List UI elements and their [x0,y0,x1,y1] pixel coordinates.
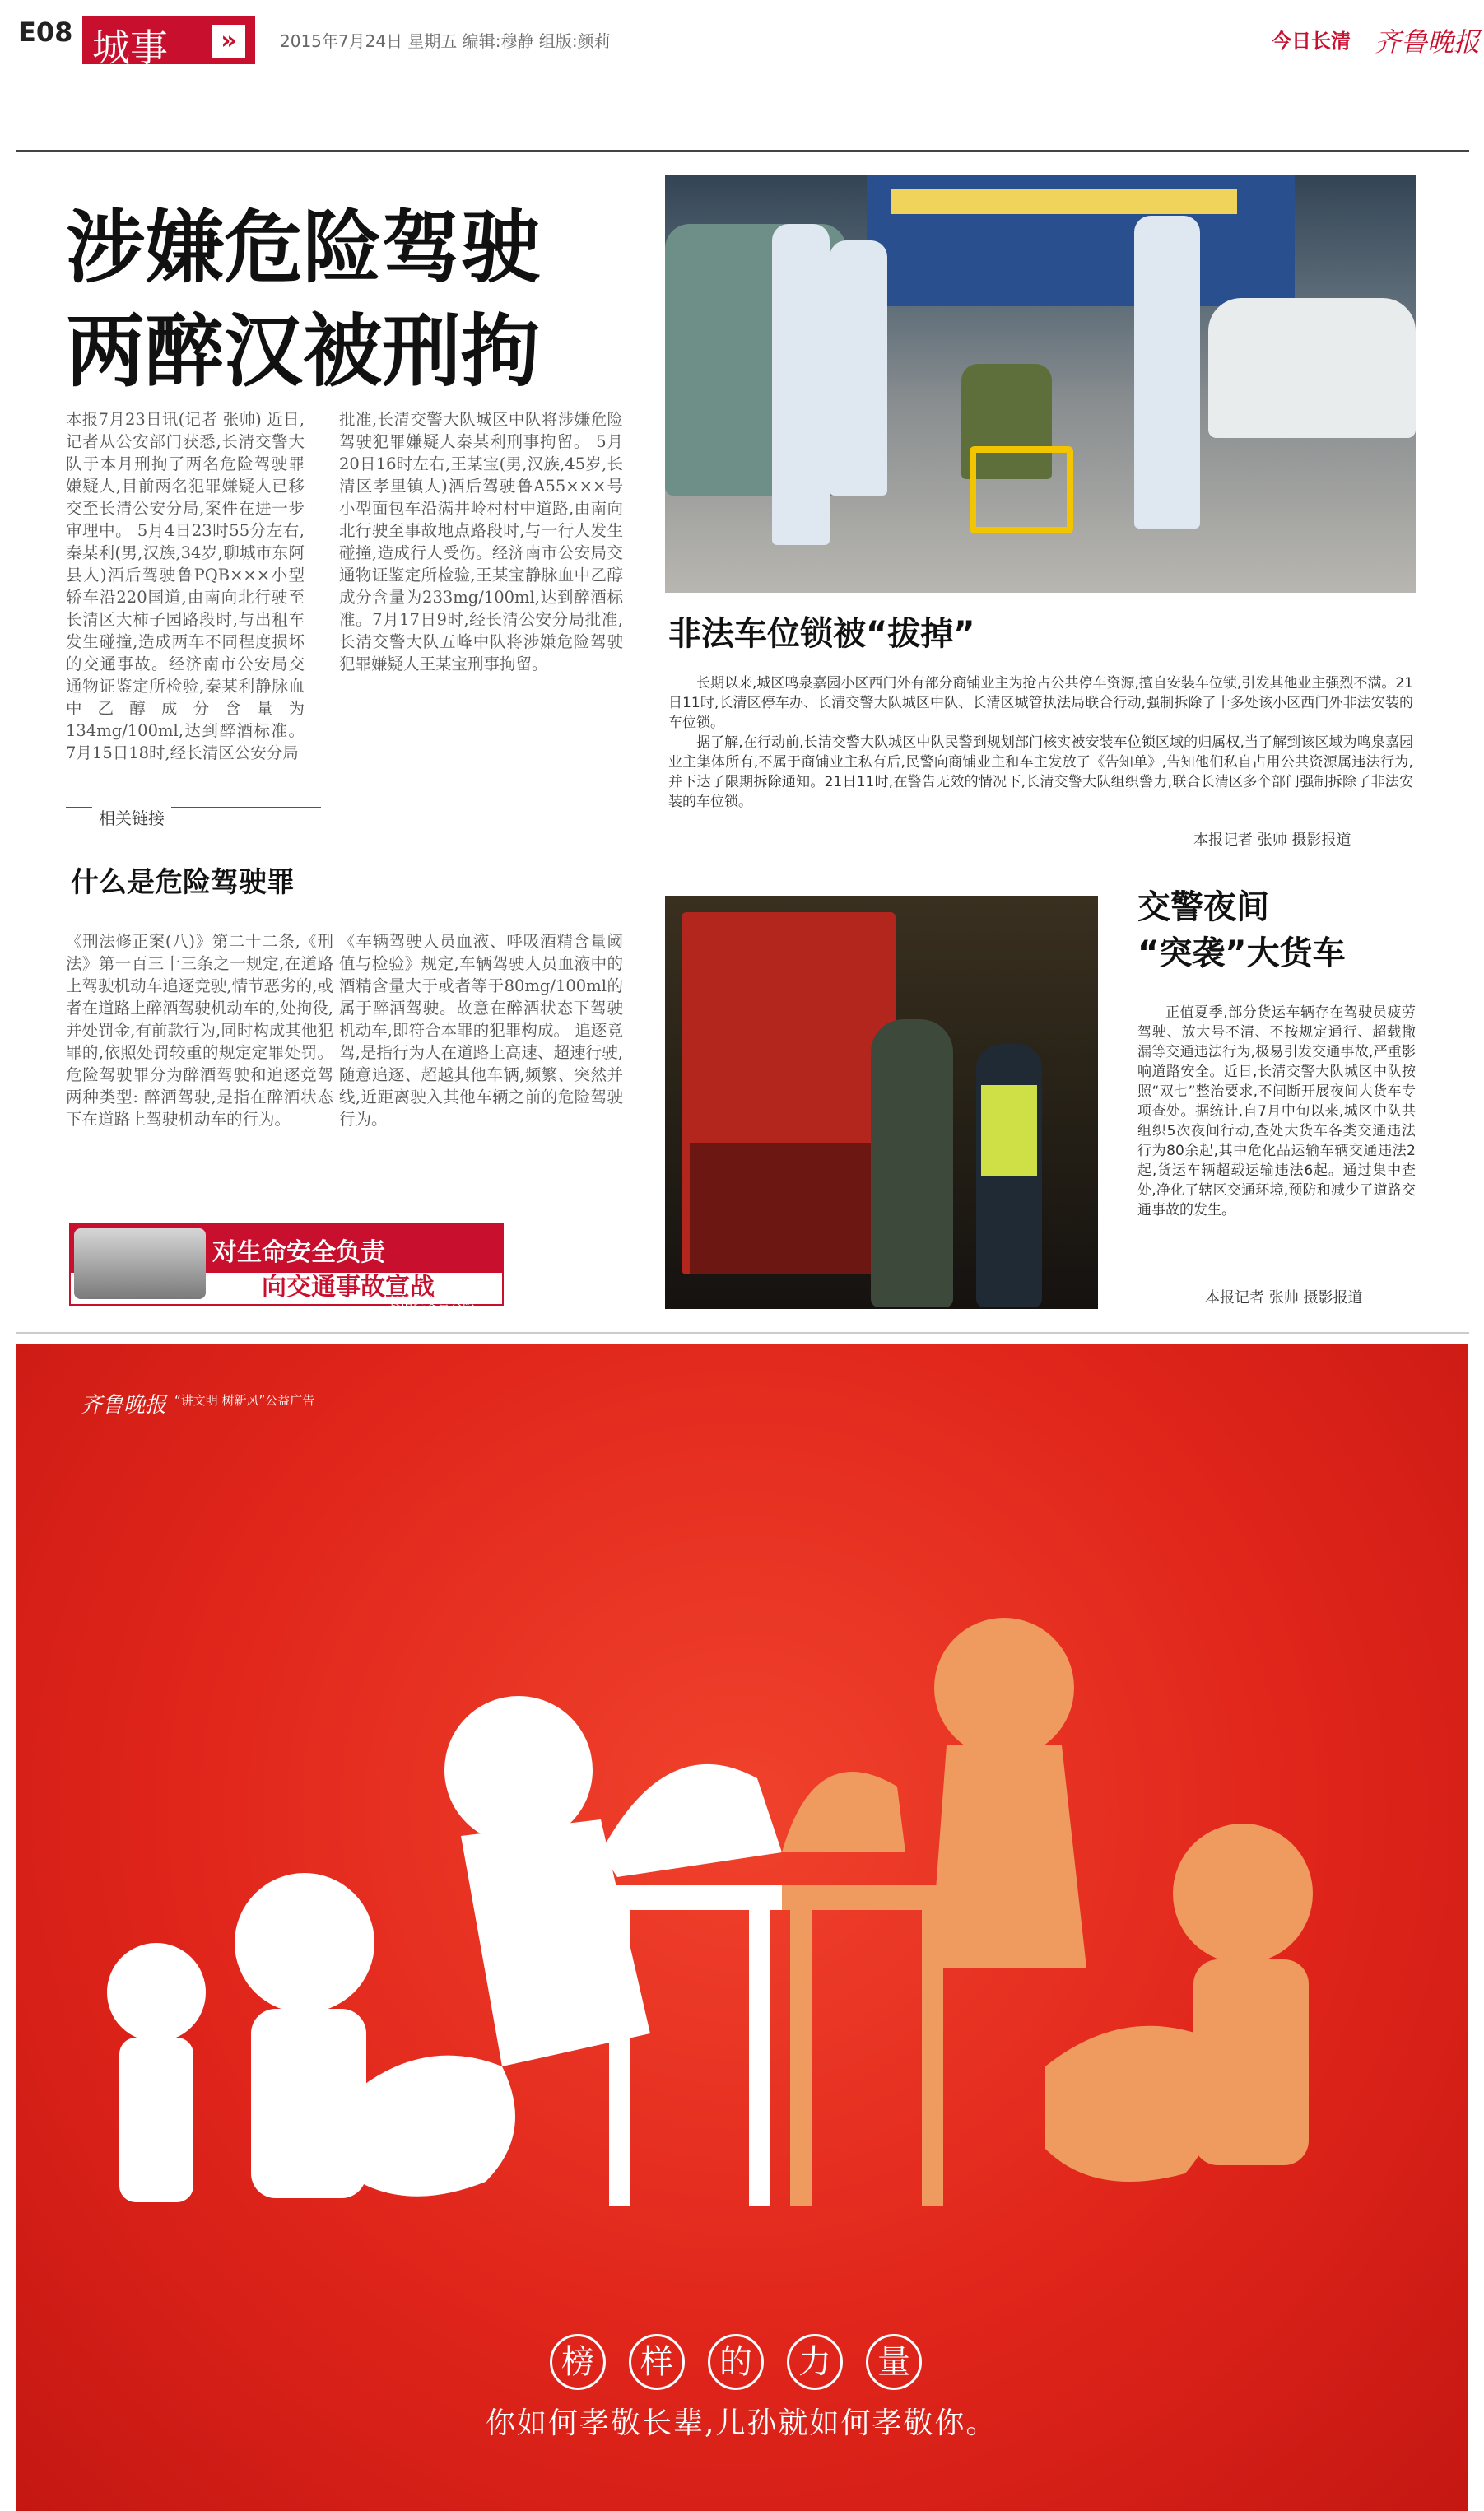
chevron-right-icon: » [212,25,245,58]
newspaper-logo: 齐鲁晚报 [1375,26,1481,58]
parked-car [1208,298,1416,438]
issue-info: 2015年7月24日 星期五 编辑:穆静 组版:颜莉 [280,31,611,51]
ad-title-char: 力 [787,2334,843,2390]
store-sign [891,189,1237,214]
ad-slogan: 你如何孝敬长辈,儿孙就如何孝敬你。 [486,2406,998,2440]
night-truck-photo [665,896,1098,1309]
story3-body: 正值夏季,部分货运车辆存在驾驶员疲劳驾驶、放大号不清、不按规定通行、超载撒漏等交通违法行为,极易引发交通事故,严重影响道路安全。近日,长清交警大队城区中队按照“双七”整治要求,不间断开展夜间大货车专项查处。据统计,自7月中旬以来,城区中队共组织5次夜间行动,查处大货车各类交通违法行为80余起,其中危化品运输车辆交通违法2起,货运车辆超载运输违法6起。通过集中查处,净化了辖区交通环境,预防和减少了道路交通事故的发生。 [1137,1004,1416,1218]
story3-headline-line1: 交警夜间 [1137,888,1269,926]
officer-figure [772,224,830,545]
main-headline-line1: 涉嫌危险驾驶 [66,202,540,294]
edition-name: 今日长清 [1272,30,1351,53]
officer-figure [830,240,887,496]
related-column-1: 《刑法修正案(八)》第二十二条,《刑法》第一百三十三条之一规定,在道路上驾驶机动车追逐竞驶,情节恶劣的,或者在道路上醉酒驾驶机动车的,处拘役,并处罚金,有前款行为,同时构成其他犯罪的,依照处罚较重的规定定罪处罚。 危险驾驶罪分为醉酒驾驶和追逐竞驾两种类型: 醉酒驾驶,是指在醉酒状态下在道路上驾驶机动车的行为。 [66,932,333,1129]
section-label: 城事 [92,26,168,70]
reflective-vest [981,1085,1037,1176]
ad-title-char: 样 [629,2334,685,2390]
story2-paragraph-1: 长期以来,城区鸣泉嘉园小区西门外有部分商铺业主为抢占公共停车资源,擅自安装车位锁,引发其他业主强烈不满。21日11时,长清区停车办、长清交警大队城区中队、长清区城管执法局联合行动,强制拆除了十多处该小区西门外非法安装的车位锁。 [668,675,1413,731]
story3-byline: 本报记者 张帅 摄影报道 [1205,1289,1363,1307]
main-headline [66,196,609,403]
paper-cut-orange-family [782,1618,1313,2206]
related-link-label: 相关链接 [92,805,171,829]
ad-newspaper-logo: 齐鲁晚报 [81,1393,167,1418]
driver-figure [871,1019,953,1307]
officer-figure [1134,216,1200,529]
story2-body [668,673,1413,812]
ad-title-char: 量 [866,2334,922,2390]
banner-org: 长清区交警大队 [388,1294,476,1309]
story3-headline-line2: “突袭”大货车 [1137,934,1346,972]
crashed-car-image [74,1228,206,1299]
paper-cut-white-family [107,1696,782,2206]
ad-title-char: 榜 [550,2334,606,2390]
ad-title [550,2334,937,2382]
paper-cut-illustration [74,1605,1407,2264]
story2-byline: 本报记者 张帅 摄影报道 [1193,832,1351,849]
story2-headline: 非法车位锁被“拔掉” [668,615,975,653]
ad-campaign-tag: “讲文明 树新风”公益广告 [174,1393,315,1408]
page-number: E08 [18,16,73,48]
header-divider [16,150,1469,152]
main-headline-line2: 两醉汉被刑拘 [66,305,540,398]
main-story-column-2: 批准,长清交警大队城区中队将涉嫌危险驾驶犯罪嫌疑人秦某利刑事拘留。 5月20日16时左右,王某宝(男,汉族,45岁,长清区孝里镇人)酒后驾驶鲁A55×××号小型面包车沿满井岭村村中道路,由南向北行驶至事故地点路段时,与一行人发生碰撞,造成行人受伤。经济南市公安局交通物证鉴定所检验,王某宝静脉血中乙醇成分含量为233mg/100ml,达到醉酒标准。7月17日9时,经长清公安分局批准,长清交警大队五峰中队将涉嫌危险驾驶犯罪嫌疑人王某宝刑事拘留。 [339,410,623,673]
parking-lock [970,446,1073,533]
officer-figure [976,1044,1042,1307]
banner-line-1: 对生命安全负责 [212,1238,385,1267]
related-column-2: 《车辆驾驶人员血液、呼吸酒精含量阈值与检验》规定,车辆驾驶人员血液中的酒精含量大于或者等于80mg/100ml的属于醉酒驾驶。故意在醉酒状态下驾驶机动车,即符合本罪的犯罪构成。 追逐竞驾,是指行为人在道路上高速、超速行驶,随意追逐、超越其他车辆,频繁、突然并线,近距离驶入其他车辆之前的危险驾驶行为。 [339,932,623,1129]
truck-bumper [690,1143,887,1274]
main-story-column-1: 本报7月23日讯(记者 张帅) 近日,记者从公安部门获悉,长清交警大队于本月刑拘了两名危险驾驶罪嫌疑人,目前两名犯罪嫌疑人已移交至长清公安分局,案件在进一步审理中。 5月4日23时55分左右,秦某利(男,汉族,34岁,聊城市东阿县人)酒后驾驶鲁PQB×××小型轿车沿220国道,由南向北行驶至长清区大柿子园路段时,与出租车发生碰撞,造成两车不同程度损坏的交通事故。经济南市公安局交通物证鉴定所检验,秦某利静脉血中乙醇成分含量为134mg/100ml,达到醉酒标准。7月15日18时,经长清区公安分局 [66,410,305,762]
section-divider [16,1332,1469,1334]
parking-lock-photo [665,175,1416,593]
banner-line-2: 向交通事故宣战 [262,1273,435,1302]
related-title: 什么是危险驾驶罪 [71,866,295,899]
ad-title-char: 的 [708,2334,764,2390]
story2-paragraph-2: 据了解,在行动前,长清交警大队城区中队民警到规划部门核实被安装车位锁区域的归属权,当了解到该区域为鸣泉嘉园业主集体所有,不属于商铺业主私有后,民警向商铺业主和车主发放了《告知单》,告知他们私自占用公共资源属违法行为,并下达了限期拆除通知。21日11时,在警告无效的情况下,长清交警大队组织警力,联合长清区多个部门强制拆除了非法安装的车位锁。 [668,734,1413,810]
